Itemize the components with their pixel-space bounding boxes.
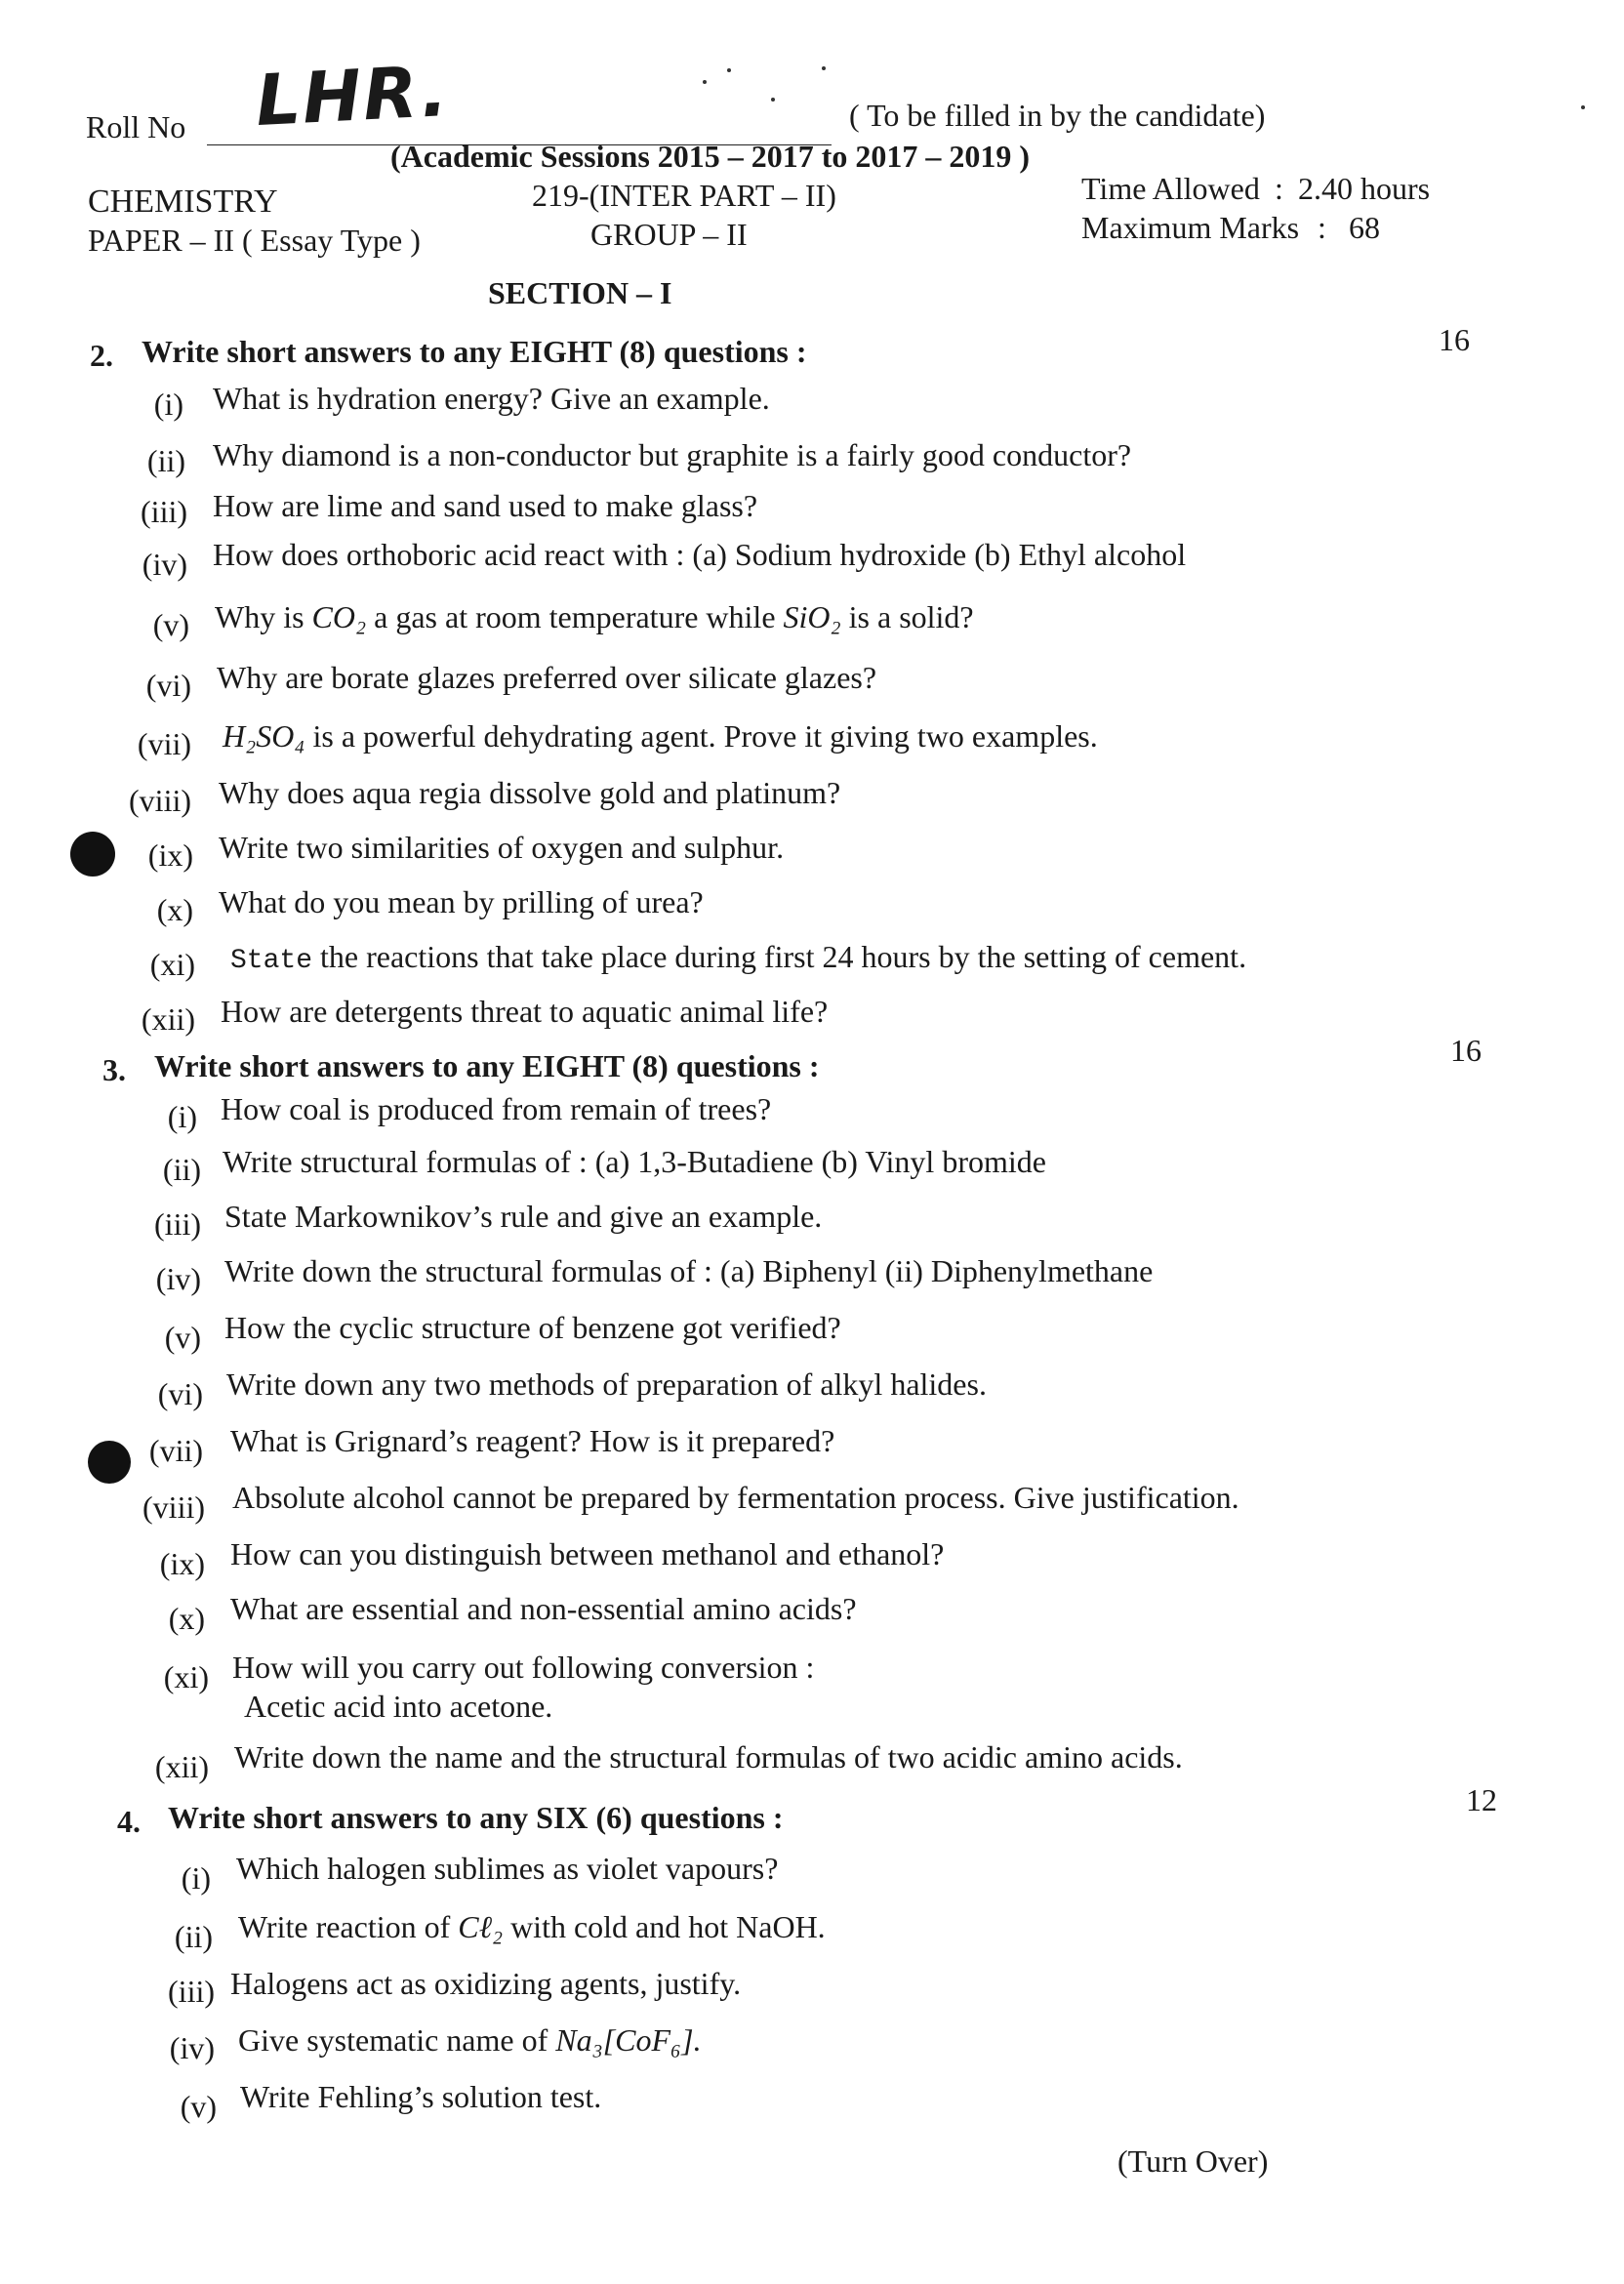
q4-item-text [238, 1909, 826, 1945]
q2-instruction: Write short answers to any EIGHT (8) questions : [142, 334, 807, 369]
text-part: Give systematic name of [238, 2022, 556, 2058]
q3-item-num: (xi) [163, 1659, 209, 1694]
roll-number-handwritten: LHR. [253, 49, 452, 143]
text-part: with cold and hot NaOH. [503, 1909, 826, 1944]
q2-item-num: (vii) [137, 726, 191, 761]
text-part: the reactions that take place during first 24 hours by the setting of cement. [312, 939, 1247, 974]
q3-item-num: (iv) [155, 1261, 201, 1296]
q2-marks: 16 [1439, 322, 1470, 357]
q4-item-text: Halogens act as oxidizing agents, justify. [230, 1966, 742, 2001]
formula-cl2: Cℓ₂ [458, 1909, 504, 1944]
time-allowed-label: Time Allowed [1081, 171, 1260, 206]
ink-blot [88, 1441, 131, 1484]
q2-item-text: Why are borate glazes preferred over silicate glazes? [217, 660, 877, 695]
q3-item-text: What is Grignard’s reagent? How is it prepared? [230, 1423, 835, 1458]
q2-item-text: Write two similarities of oxygen and sulphur. [219, 830, 785, 865]
formula-co2: CO₂ [311, 599, 367, 634]
q4-item-num: (i) [181, 1860, 211, 1896]
q4-item-text: Which halogen sublimes as violet vapours? [236, 1851, 779, 1886]
q4-item-text [238, 2022, 702, 2059]
q3-item-text: How coal is produced from remain of trees? [221, 1091, 772, 1126]
text-part: is a powerful dehydrating agent. Prove it giving two examples. [304, 718, 1098, 754]
q4-instruction: Write short answers to any SIX (6) questions : [168, 1800, 784, 1835]
formula-na3cof6: Na₃[CoF₆]. [555, 2022, 702, 2058]
q3-instruction: Write short answers to any EIGHT (8) questions : [154, 1048, 820, 1083]
q2-item-num: (vi) [145, 668, 191, 703]
section-heading: SECTION – I [488, 275, 672, 310]
q3-item-num: (vi) [157, 1376, 203, 1411]
q2-item-text [215, 599, 974, 635]
text-part: Write reaction of [238, 1909, 459, 1944]
q2-item-num: (v) [152, 607, 189, 642]
q2-item-num: (i) [153, 387, 183, 422]
ink-blot [70, 832, 115, 877]
turn-over: (Turn Over) [1117, 2143, 1269, 2179]
q3-item-num: (i) [167, 1099, 197, 1134]
subject-title: CHEMISTRY [88, 184, 278, 220]
q3-item-text: Write down any two methods of preparation of alkyl halides. [226, 1366, 987, 1402]
q2-item-num: (x) [156, 892, 193, 927]
q4-item-num: (ii) [174, 1919, 213, 1954]
scan-speck [1581, 105, 1585, 109]
text-part: a gas at room temperature while [366, 599, 784, 634]
q2-item-text: What is hydration energy? Give an example. [213, 381, 770, 416]
q3-item-text: How will you carry out following conversion : [232, 1650, 815, 1685]
q4-item-num: (v) [180, 2089, 217, 2124]
academic-sessions: (Academic Sessions 2015 – 2017 to 2017 – 2019 ) [390, 139, 1031, 174]
text-part-typed: State [230, 946, 313, 976]
q2-item-num: (xi) [149, 947, 195, 982]
text-part: Why is [215, 599, 312, 634]
q3-item-text: What are essential and non-essential amino acids? [230, 1591, 857, 1626]
q3-item-text: Write down the name and the structural formulas of two acidic amino acids. [234, 1739, 1183, 1774]
q3-item-text: Write down the structural formulas of : (a) Biphenyl (ii) Diphenylmethane [224, 1253, 1154, 1288]
q3-item-text: State Markownikov’s rule and give an example. [224, 1199, 823, 1234]
q3-item-num: (v) [164, 1320, 201, 1355]
q2-item-num: (viii) [129, 783, 191, 818]
paper-title: PAPER – II ( Essay Type ) [88, 223, 421, 258]
q3-number: 3. [102, 1052, 126, 1087]
q3-item-num: (xii) [154, 1749, 209, 1784]
q3-item-num: (iii) [154, 1206, 201, 1242]
formula-sio2: SiO₂ [783, 599, 841, 634]
q4-marks: 12 [1466, 1782, 1497, 1817]
q2-item-num: (xii) [141, 1001, 195, 1037]
q2-item-text: What do you mean by prilling of urea? [219, 884, 704, 919]
q3-item-num: (x) [168, 1601, 205, 1636]
q3-item-text-continued: Acetic acid into acetone. [244, 1689, 553, 1724]
q2-item-text: How are lime and sand used to make glass? [213, 488, 758, 523]
group-label: GROUP – II [590, 217, 748, 252]
q2-item-num: (ix) [147, 837, 193, 873]
scan-speck [822, 66, 826, 70]
scan-speck [771, 98, 775, 102]
scan-speck [727, 68, 731, 72]
q3-marks: 16 [1450, 1033, 1482, 1068]
q2-item-text: Why diamond is a non-conductor but graphite is a fairly good conductor? [213, 437, 1132, 472]
q3-item-text: How the cyclic structure of benzene got verified? [224, 1310, 841, 1345]
paper-code: 219-(INTER PART – II) [532, 178, 836, 213]
q2-number: 2. [90, 338, 113, 373]
time-allowed-value: 2.40 hours [1298, 171, 1431, 206]
max-marks-value: 68 [1349, 210, 1380, 245]
text-part: is a solid? [840, 599, 974, 634]
q2-item-text: Why does aqua regia dissolve gold and platinum? [219, 775, 841, 810]
max-marks-label: Maximum Marks [1081, 210, 1300, 245]
q3-item-text: Absolute alcohol cannot be prepared by fermentation process. Give justification. [232, 1480, 1239, 1515]
q2-item-num: (ii) [146, 443, 185, 478]
q3-item-num: (ii) [162, 1152, 201, 1187]
q3-item-text: Write structural formulas of : (a) 1,3-Butadiene (b) Vinyl bromide [223, 1144, 1046, 1179]
roll-label: Roll No [86, 109, 186, 144]
time-colon: : [1275, 171, 1283, 206]
q2-item-text [230, 939, 1246, 976]
q4-item-num: (iii) [168, 1974, 215, 2009]
q2-item-text: How does orthoboric acid react with : (a) Sodium hydroxide (b) Ethyl alcohol [213, 537, 1187, 572]
q4-item-num: (iv) [169, 2030, 215, 2065]
q2-item-num: (iii) [141, 494, 187, 529]
q3-item-num: (ix) [159, 1546, 205, 1581]
fill-note: ( To be filled in by the candidate) [849, 98, 1266, 133]
scan-speck [703, 80, 707, 84]
q3-item-num: (vii) [148, 1433, 203, 1468]
formula-h2so4: H₂SO₄ [223, 718, 305, 754]
q2-item-text: How are detergents threat to aquatic animal life? [221, 994, 829, 1029]
q3-item-text: How can you distinguish between methanol and ethanol? [230, 1536, 945, 1571]
q2-item-num: (iv) [142, 547, 187, 582]
q3-item-num: (viii) [142, 1489, 205, 1525]
q2-item-text [223, 718, 1098, 755]
q4-item-text: Write Fehling’s solution test. [240, 2079, 602, 2114]
marks-colon: : [1318, 210, 1326, 245]
q4-number: 4. [117, 1804, 141, 1839]
